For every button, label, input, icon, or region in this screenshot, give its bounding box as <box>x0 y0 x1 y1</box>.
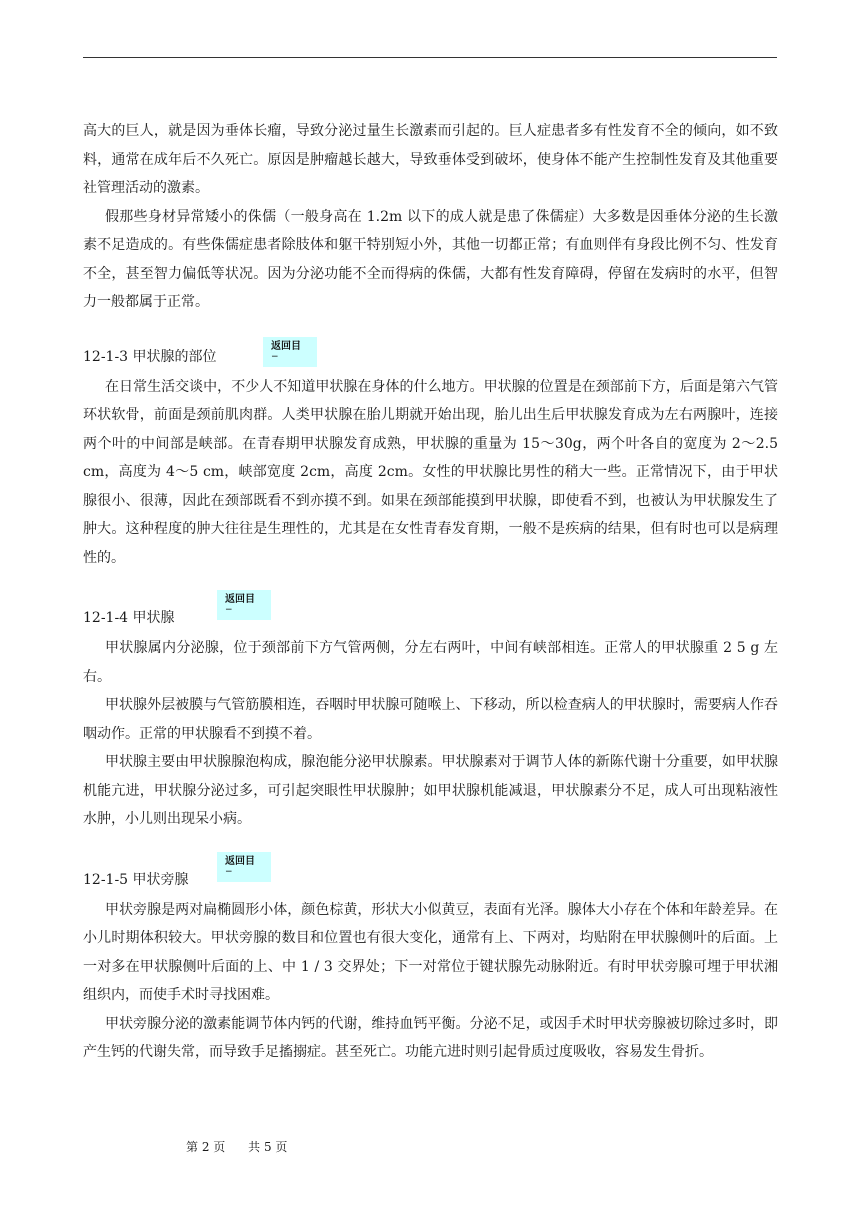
section-heading-text: 12-1-4 甲状腺 <box>83 610 175 626</box>
paragraph: 甲状腺主要由甲状腺腺泡构成，腺泡能分泌甲状腺素。甲状腺素对于调节人体的新陈代谢十分重要，如甲状腺机能亢进，甲状腺分泌过多，可引起突眼性甲状腺肿；如甲状腺机能减退，甲状腺素分不足，成人可出现粘液性水肿，小儿则出现呆小病。 <box>83 754 778 827</box>
section-heading-12-1-3 <box>83 340 778 373</box>
back-button-dash: − <box>225 866 233 877</box>
paragraph: 甲状旁腺分泌的激素能调节体内钙的代谢，维持血钙平衡。分泌不足，或因手术时甲状旁腺被切除过多时，即产生钙的代谢失常，而导致手足搐搦症。甚至死亡。功能亢进时则引起骨质过度吸收，容易发生骨折。 <box>83 1015 778 1060</box>
back-to-toc-button[interactable] <box>217 852 271 882</box>
paragraph: 假那些身材异常矮小的侏儒（一般身高在 1.2m 以下的成人就是患了侏儒症）大多数是因垂体分泌的生长激素不足造成的。有些侏儒症患者除肢体和躯干特别短小外，其他一切都正常；有血则伴有身段比例不匀、性发育不全，甚至智力偏低等状况。因为分泌功能不全而得病的侏儒，大都有性发育障碍，停留在发病时的水平，但智力一般都属于正常。 <box>83 208 778 310</box>
paragraph: 甲状旁腺是两对扁椭圆形小体，颜色棕黄，形状大小似黄豆，表面有光泽。腺体大小存在个体和年龄差异。在小儿时期体积较大。甲状旁腺的数目和位置也有很大变化，通常有上、下两对，均贴附在甲状腺侧叶的后面。上一对多在甲状腺侧叶后面的上、中 1 / 3 交界处；下一对常位于键状腺先动脉附近。有时甲状旁腺可埋于甲状湘组织内，而使手术时寻找困难。 <box>83 901 778 1003</box>
back-button-label: 返回目 <box>225 594 255 605</box>
back-button-dash: − <box>225 605 233 615</box>
header-rule <box>83 57 777 58</box>
section-heading-12-1-5 <box>83 855 778 896</box>
document-body <box>83 117 778 1067</box>
paragraph: 甲状腺外层被膜与气管筋膜相连，吞咽时甲状腺可随喉上、下移动，所以检查病人的甲状腺时，需要病人作吞咽动作。正常的甲状腺看不到摸不着。 <box>83 697 778 742</box>
paragraph: 在日常生活交谈中，不少人不知道甲状腺在身体的什么地方。甲状腺的位置是在颈部前下方，后面是第六气管环状软骨，前面是颈前肌肉群。人类甲状腺在胎儿期就开始出现，胎儿出生后甲状腺发育成为左右两腺叶，连接两个叶的中间部是峡部。在青春期甲状腺发育成熟，甲状腺的重量为 15～30g，两个叶各自的宽度为 2～2.5 cm，高度为 4～5 cm，峡部宽度 2cm，高度 2cm。女性的甲状腺比男性的稍大一些。正常情况下，由于甲状腺很小、很薄，因此在颈部既看不到亦摸不到。如果在颈部能摸到甲状腺，即使看不到，也被认为甲状腺发生了肿大。这种程度的肿大往往是生理性的，尤其是在女性青春发育期，一般不是疾病的结果，但有时也可以是病理性的。 <box>83 378 778 566</box>
paragraph: 高大的巨人，就是因为垂体长瘤，导致分泌过量生长激素而引起的。巨人症患者多有性发育不全的倾向，如不致料，通常在成年后不久死亡。原因是肿瘤越长越大，导致垂体受到破坏，使身体不能产生控制性发育及其他重要社管理活动的激素。 <box>83 123 778 196</box>
back-button-label: 返回目 <box>225 855 255 867</box>
back-to-toc-button[interactable] <box>263 337 317 367</box>
back-button-dash: − <box>271 351 279 362</box>
section-heading-text: 12-1-5 甲状旁腺 <box>83 871 189 888</box>
section-heading-12-1-4 <box>83 594 778 634</box>
section-heading-text: 12-1-3 甲状腺的部位 <box>83 348 217 365</box>
paragraph: 甲状腺属内分泌腺，位于颈部前下方气管两侧，分左右两叶，中间有峡部相连。正常人的甲状腺重 2 5 g 左右。 <box>83 640 778 685</box>
page-footer: 第 2 页 共 5 页 <box>186 1140 288 1154</box>
back-button-label: 返回目 <box>271 340 301 352</box>
back-to-toc-button[interactable] <box>217 590 271 620</box>
